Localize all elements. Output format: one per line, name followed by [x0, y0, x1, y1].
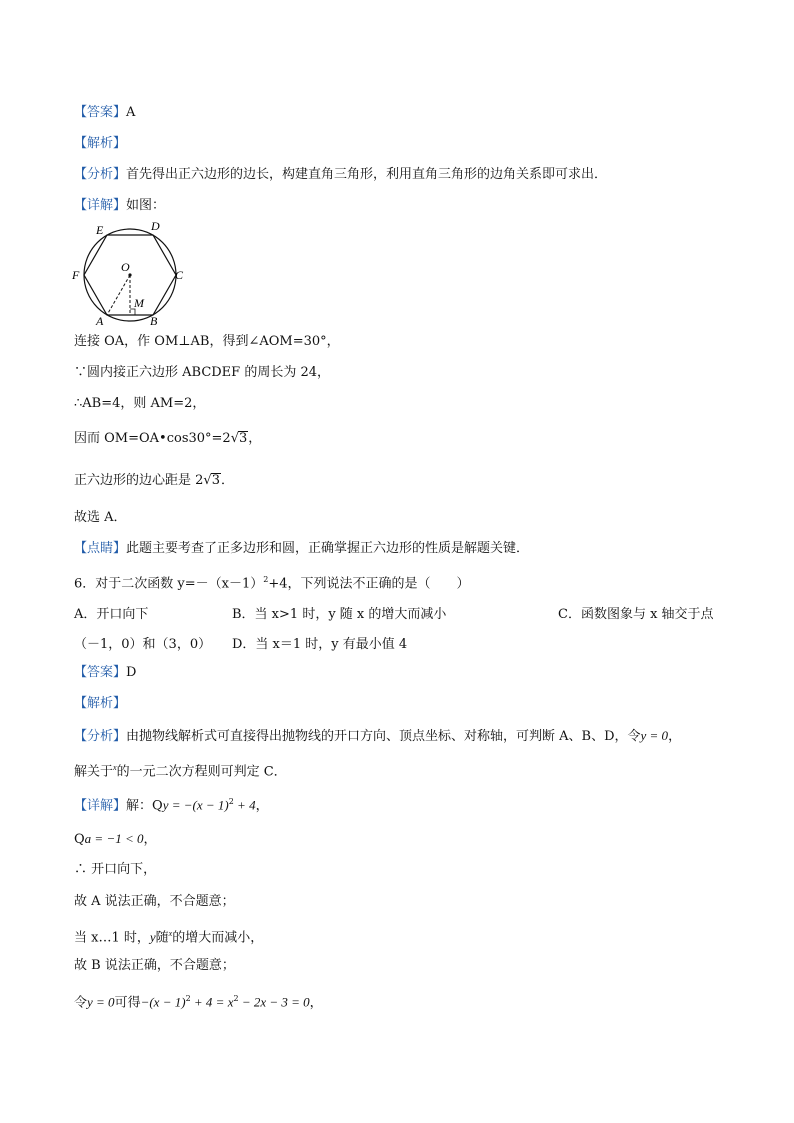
q5-step-3: ∴AB=4，则 AM=2，	[74, 396, 206, 411]
comment-tag: 【点睛】	[74, 541, 127, 556]
detail-tag: 【详解】	[74, 798, 127, 814]
step5-prefix: 正六边形的边心距是 2	[74, 473, 204, 488]
label-c: C	[175, 268, 184, 282]
analysis-math-2: x	[113, 763, 117, 772]
line-when-mid: 随	[155, 930, 169, 946]
q6-option-b: B．当 x>1 时，y 随 x 的增大而减小	[232, 607, 447, 622]
detail-tag: 【详解】	[74, 198, 127, 213]
analysis-line1-end: ，	[668, 729, 682, 744]
label-d: D	[151, 219, 160, 233]
line-a-prefix: Q	[74, 832, 85, 847]
jiexi-tag: 【解析】	[74, 696, 127, 711]
q6-line-a-coefficient	[74, 830, 157, 849]
analysis-tag: 【分析】	[74, 167, 127, 182]
q6-jiexi-line	[74, 695, 126, 713]
q6-detail-line	[74, 793, 269, 815]
q6-line-a-correct: 故 A 说法正确，不合题意；	[74, 894, 235, 909]
q5-step-5	[74, 472, 234, 490]
answer-value: D	[126, 665, 137, 680]
q6-answer-line	[74, 664, 136, 682]
q6-line-when	[74, 925, 263, 947]
detail-math: y = −(x − 1)	[162, 797, 229, 813]
analysis-line2-prefix: 解关于	[74, 764, 114, 780]
line-let-math-2: −(x − 1)	[140, 994, 186, 1010]
line-when-suffix: 的增大而减小，	[172, 930, 264, 946]
answer-tag: 【答案】	[74, 665, 127, 680]
q6-analysis-line-1	[74, 727, 681, 746]
jiexi-tag: 【解析】	[74, 136, 127, 151]
segment-oa	[107, 275, 130, 315]
q6-analysis-line-2	[74, 759, 287, 781]
detail-math-end: + 4	[233, 797, 256, 813]
analysis-line2-suffix: 的一元二次方程则可判定 C．	[116, 764, 287, 780]
q5-comment-line	[74, 540, 529, 558]
answer-value: A	[126, 105, 136, 120]
line-let-exp-1: 2	[185, 994, 191, 1003]
analysis-tag: 【分析】	[74, 729, 127, 744]
line-let-math-3: + 4 = x	[190, 994, 234, 1010]
label-o: O	[121, 260, 130, 274]
line-let-suffix: ，	[309, 995, 323, 1011]
comment-text: 此题主要考查了正多边形和圆，正确掌握正六边形的性质是解题关键．	[126, 541, 530, 556]
analysis-text: 首先得出正六边形的边长，构建直角三角形，利用直角三角形的边角关系即可求出．	[126, 167, 608, 182]
line-let-math-4: − 2x − 3 = 0	[238, 994, 310, 1010]
step5-suffix: ．	[220, 473, 234, 488]
q5-answer-line	[74, 104, 135, 122]
q6-option-a: A．开口向下	[74, 607, 149, 622]
detail-suffix: ，	[255, 798, 269, 814]
label-a: A	[96, 314, 104, 328]
q6-line-b-correct: 故 B 说法正确，不合题意；	[74, 958, 235, 973]
line-when-x: x	[168, 929, 173, 938]
hexagon-figure	[68, 218, 193, 330]
stem-suffix: +4，下列说法不正确的是（ ）	[268, 576, 470, 592]
q5-conclusion: 故选 A．	[74, 510, 127, 525]
q6-option-c: C．函数图象与 x 轴交于点	[558, 607, 714, 622]
line-let-math-1: y = 0	[87, 994, 115, 1010]
label-e: E	[96, 223, 104, 237]
label-f: F	[72, 268, 80, 282]
step4-suffix: ，	[248, 431, 262, 446]
q6-option-d: D．当 x＝1 时，y 有最小值 4	[232, 637, 408, 652]
stem-exponent: 2	[263, 575, 269, 584]
line-a-math: a = −1 < 0	[84, 831, 144, 846]
line-let-exp-2: 2	[233, 994, 239, 1003]
q6-line-down: ∴ 开口向下，	[74, 862, 157, 877]
q5-jiexi-line	[74, 135, 126, 153]
q5-detail-line	[74, 197, 165, 215]
q5-step-4	[74, 430, 261, 448]
analysis-math-1: y = 0	[640, 728, 669, 743]
q5-step-1: 连接 OA，作 OM⊥AB，得到∠AOM=30°，	[74, 334, 340, 349]
q5-step-2: ∵圆内接正六边形 ABCDEF 的周长为 24，	[74, 365, 331, 380]
label-m: M	[134, 296, 144, 310]
q6-stem	[74, 571, 470, 593]
analysis-text-1: 由抛物线解析式可直接得出抛物线的开口方向、顶点坐标、对称轴，可判断 A、B、D，令	[126, 729, 641, 744]
line-a-suffix: ，	[143, 832, 157, 847]
sqrt-symbol: √	[230, 431, 239, 446]
line-let-mid: 可得	[114, 995, 141, 1011]
line-when-prefix: 当 x…1 时，	[74, 930, 150, 946]
detail-prefix: 解：Q	[126, 798, 163, 814]
label-b: B	[150, 314, 158, 328]
detail-exponent: 2	[228, 797, 234, 806]
stem-prefix: 6．对于二次函数 y=－（x－1）	[74, 576, 264, 592]
line-let-prefix: 令	[74, 995, 88, 1011]
sqrt-radicand: 3	[211, 473, 220, 488]
sqrt-symbol: √	[203, 473, 212, 488]
line-when-y: y	[149, 929, 156, 945]
q6-line-let	[74, 990, 323, 1012]
q6-option-c-continued: （－1，0）和（3，0）	[74, 637, 212, 652]
detail-text: 如图：	[126, 198, 166, 213]
sqrt-radicand: 3	[239, 431, 248, 446]
q5-analysis-line	[74, 166, 607, 184]
answer-tag: 【答案】	[74, 105, 127, 120]
step4-prefix: 因而 OM=OA•cos30°=2	[74, 431, 231, 446]
